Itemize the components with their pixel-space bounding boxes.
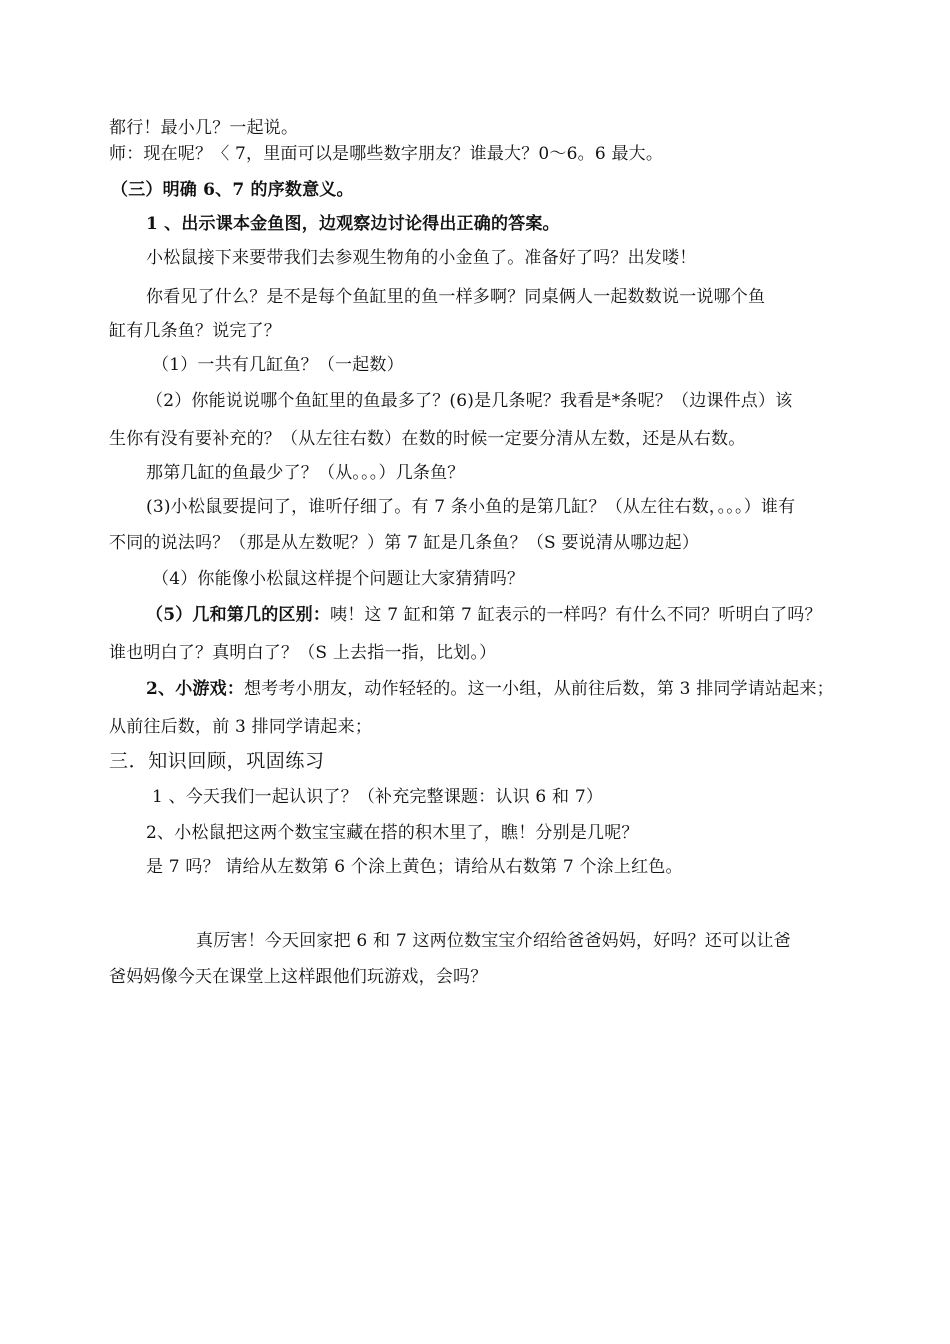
inline-heading: 2、小游戏： xyxy=(146,679,245,699)
text-line: (3)小松鼠要提问了，谁听仔细了。有 7 条小鱼的是第几缸？（从左往右数，。。。）谁有 xyxy=(146,497,796,517)
text-line: 2、小松鼠把这两个数宝宝藏在搭的积木里了，瞧！分别是几呢？ xyxy=(146,823,639,843)
text-line: （4）你能像小松鼠这样提个问题让大家猜猜吗？ xyxy=(152,569,525,589)
text-line xyxy=(146,678,834,700)
text-line: 不同的说法吗？（那是从左数呢？）第 7 缸是几条鱼？（S 要说清从哪边起） xyxy=(109,533,700,553)
text-line: 生你有没有要补充的？（从左往右数）在数的时候一定要分清从左数，还是从右数。 xyxy=(109,429,746,449)
text-line: 那第几缸的鱼最少了？（从。。。）几条鱼？ xyxy=(146,463,465,483)
inline-text: 咦！这 7 缸和第 7 缸表示的一样吗？有什么不同？听明白了吗？ xyxy=(330,605,822,625)
text-line: 从前往后数，前 3 排同学请起来； xyxy=(109,717,373,737)
text-line: 缸有几条鱼？说完了？ xyxy=(109,321,281,341)
text-line: 爸妈妈像今天在课堂上这样跟他们玩游戏，会吗？ xyxy=(109,967,488,987)
inline-heading: （5）几和第几的区别： xyxy=(146,605,331,625)
text-line: 你看见了什么？是不是每个鱼缸里的鱼一样多啊？同桌俩人一起数数说一说哪个鱼 xyxy=(146,287,766,307)
section-heading: （三）明确 6、7 的序数意义。 xyxy=(111,180,354,200)
text-line: 谁也明白了？真明白了？（S 上去指一指，比划。） xyxy=(109,643,497,663)
text-line: 真厉害！今天回家把 6 和 7 这两位数宝宝介绍给爸爸妈妈，好吗？还可以让爸 xyxy=(196,931,791,951)
text-line xyxy=(146,604,822,626)
text-line: （1）一共有几缸鱼？（一起数） xyxy=(152,355,404,375)
section-heading: 三．知识回顾，巩固练习 xyxy=(109,750,325,772)
text-line: 师：现在呢？〈 7，里面可以是哪些数字朋友？谁最大？0～6。6 最大。 xyxy=(109,144,664,164)
text-line: 都行！最小几？一起说。 xyxy=(109,118,299,138)
text-line: 是 7 吗？ 请给从左数第 6 个涂上黄色；请给从右数第 7 个涂上红色。 xyxy=(146,857,683,877)
text-line: （2）你能说说哪个鱼缸里的鱼最多了？(6)是几条呢？我看是*条呢？（边课件点）该 xyxy=(146,391,793,411)
text-line: 小松鼠接下来要带我们去参观生物角的小金鱼了。准备好了吗？出发喽！ xyxy=(146,248,697,268)
subsection-heading: 1 、出示课本金鱼图，边观察边讨论得出正确的答案。 xyxy=(146,214,560,234)
text-line: 1 、今天我们一起认识了？（补充完整课题：认识 6 和 7） xyxy=(152,787,604,807)
inline-text: 想考考小朋友，动作轻轻的。这一小组，从前往后数，第 3 排同学请站起来； xyxy=(244,679,834,699)
